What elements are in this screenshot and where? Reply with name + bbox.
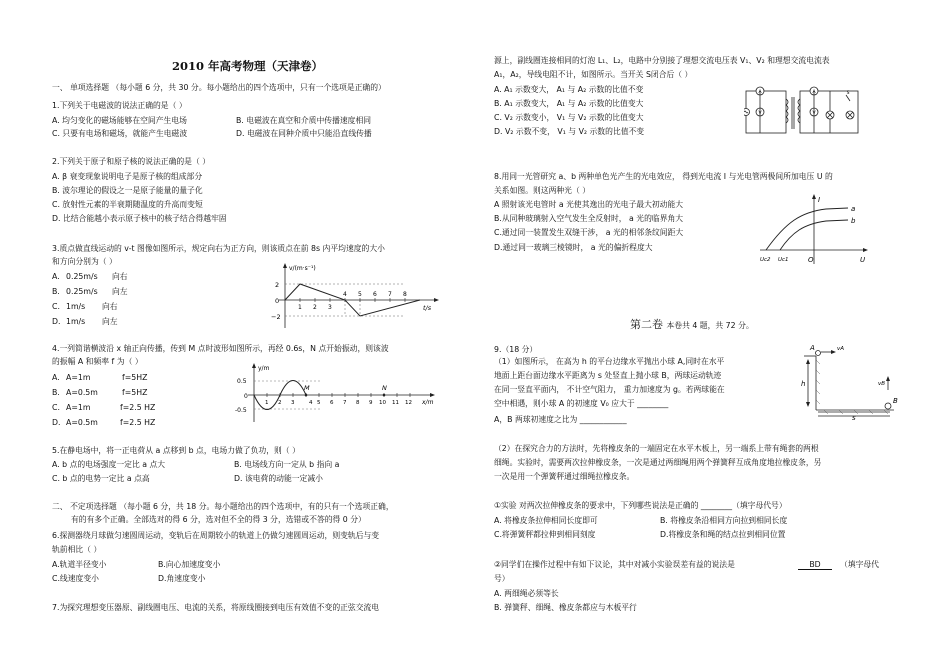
q3-a-dir: 向右	[112, 272, 128, 281]
q8-curve-b: b	[851, 217, 856, 225]
q4-point-n: N	[382, 384, 387, 392]
q4-stem-1: 4.一列简谐横波沿 x 轴正向传播，传到 M 点时波形如图所示，再经 0.6s，N 点开始振动，则该波	[52, 344, 389, 353]
q3-d-value: 1m/s	[66, 317, 86, 326]
q4-option-b	[52, 388, 148, 397]
q3-stem-2: 和方向分别为（ ）	[52, 257, 117, 266]
q7-option-a: A. A₁ 示数变大， A₁ 与 A₂ 示数的比值不变	[494, 85, 644, 94]
q3-x-tick: 3	[328, 304, 332, 311]
q4-a-freq: f=5HZ	[122, 373, 148, 382]
q9-s1-stem: ①实验 对两次拉伸橡皮条的要求中，下列哪些说法是正确的 ________（填字母代号）	[494, 501, 787, 510]
q9-p2-line3: 一次是用一个弹簧秤通过细绳拉橡皮条。	[494, 472, 635, 481]
q9-p1-line2: 地面上距台面边缘水平距离为 s 处竖直上抛小球 B，两球运动轨迹	[494, 371, 722, 380]
q9-p1-line3: 在同一竖直平面内， 不计空气阻力， 重力加速度为 g。若两球能在	[494, 385, 725, 394]
q3-option-a	[52, 272, 128, 281]
q7-option-b: B. A₁ 示数变大， A₁ 与 A₂ 示数的比值变大	[494, 99, 644, 108]
q3-x-tick: 6	[373, 291, 377, 298]
svg-text:S: S	[846, 91, 850, 96]
q4-x-tick: 12	[405, 400, 412, 406]
q4-c-freq: f=2.5 HZ	[120, 403, 156, 412]
q3-b-value: 0.25m/s	[66, 287, 98, 296]
q6-option-a: A.轨道半径变小	[52, 560, 107, 569]
svg-text:A: A	[758, 90, 762, 95]
q4-y-tick: 0	[244, 393, 248, 400]
q4-y-label: y/m	[258, 365, 270, 372]
q3-b-letter: B.	[52, 287, 60, 296]
q1-option-d: D. 电磁波在同种介质中只能沿直线传播	[236, 129, 372, 138]
q3-x-tick: 1	[298, 304, 302, 311]
part2-header-1: 二、 不定项选择题 （每小题 6 分，共 18 分。每小题给出的四个选项中，有的只有一个选项正确，	[52, 502, 394, 511]
q2-option-c: C. 放射性元素的半衰期随温度的升高而变短	[52, 200, 203, 209]
q6-stem-1: 6.探测器绕月球做匀速圆周运动，变轨后在周期较小的轨道上仍做匀速圆周运动，则变轨后与变	[52, 531, 380, 540]
q4-x-tick: 3	[291, 400, 295, 406]
q6-option-d: D.角速度变小	[158, 574, 206, 583]
q4-a-letter: A.	[52, 373, 60, 382]
q9-s2-option-b: B. 弹簧秤、细绳、橡皮条都应与木板平行	[494, 603, 637, 612]
q4-b-freq: f=5HZ	[122, 388, 148, 397]
q9-s2-stem-line	[494, 560, 879, 569]
q4-x-tick: 11	[392, 400, 399, 406]
q4-x-tick: 9	[369, 400, 373, 406]
q4-d-amp: A=0.5m	[66, 418, 98, 427]
q3-d-letter: D.	[52, 317, 61, 326]
q1-stem: 1.下列关于电磁波的说法正确的是（ ）	[52, 101, 187, 110]
q4-point-m: M	[304, 384, 310, 392]
part1-header: 一、 单项选择题 （每小题 6 分，共 30 分。每小题给出的四个选项中，只有一个选项是正确的）	[52, 83, 386, 92]
q3-y-tick-0: 0	[275, 297, 280, 305]
q9-s1-option-a: A. 将橡皮条拉伸相同长度即可	[494, 516, 598, 525]
svg-text:V: V	[812, 111, 816, 116]
svg-text:V: V	[758, 111, 762, 116]
q8-u-label: U	[860, 256, 866, 264]
q4-a-amp: A=1m	[66, 373, 91, 382]
q8-option-c: C.通过同一装置发生双缝干涉， a 光的相邻条纹间距大	[494, 228, 684, 237]
q6-option-c: C.线速度变小	[52, 574, 99, 583]
q5-option-b: B. 电场线方向一定从 b 指向 a	[234, 460, 340, 469]
q2-option-b: B. 波尔理论的假设之一是原子能量的量子化	[52, 186, 203, 195]
q8-option-d: D.通过同一玻璃三棱镜时， a 光的偏折程度大	[494, 243, 653, 252]
q3-vt-graph	[265, 262, 445, 330]
q4-y-tick: 0.5	[237, 378, 247, 385]
q4-x-tick: 2	[278, 400, 282, 406]
svg-text:A: A	[812, 90, 816, 95]
q4-x-label: x/m	[422, 399, 434, 406]
q3-x-tick: 7	[388, 291, 392, 298]
q9-s2-stem: ②同学们在操作过程中有如下议论，其中对减小实验误差有益的说法是	[494, 560, 735, 569]
q9-p1-line4: 空中相遇，则小球 A 的初速度 V₀ 应大于 ________	[494, 399, 669, 408]
q4-option-a	[52, 373, 148, 382]
q3-option-b	[52, 287, 128, 296]
q4-stem-2: 的振幅 A 和频率 f 为（ ）	[52, 357, 143, 366]
q8-option-b: B.从同种玻璃射入空气发生全反射时， a 光的临界角大	[494, 214, 684, 223]
q9-p2-line1: （2）在探究合力的方法时，先将橡皮条的一端固定在水平木板上，另一端系上带有绳套的两根	[494, 444, 819, 453]
q4-b-letter: B.	[52, 388, 60, 397]
q3-y-label: v/(m·s⁻¹)	[289, 265, 316, 272]
q9-s2-answer: BD	[798, 561, 832, 570]
q9-projectile-diagram	[794, 340, 904, 422]
part2-title-line	[630, 319, 754, 330]
q9-s1-option-d: D.将橡皮条和绳的结点拉到相同位置	[660, 530, 786, 539]
q7-option-d: D. V₂ 示数不变， V₁ 与 V₂ 示数的比值不变	[494, 127, 645, 136]
q4-x-tick: 10	[379, 400, 386, 406]
q5-option-d: D. 该电荷的动能一定减小	[234, 474, 323, 483]
q9-s2-line2: 号）	[494, 574, 510, 583]
q9-distance-s: s	[852, 414, 856, 422]
q4-d-letter: D.	[52, 418, 61, 427]
q7-transformer-circuit	[744, 85, 864, 140]
part2-title: 第二卷	[630, 318, 663, 331]
q4-y-tick: -0.5	[235, 407, 247, 414]
q9-ball-b: B	[893, 397, 898, 405]
right-column	[494, 0, 914, 671]
part2-header-2: 有的有多个正确。全部选对的得 6 分，选对但不全的得 3 分，选错或不答的得 0 分）	[71, 515, 366, 524]
q7-option-c: C. V₂ 示数变小， V₁ 与 V₂ 示数的比值变大	[494, 113, 644, 122]
q8-i-label: I	[818, 196, 821, 204]
q3-option-d	[52, 317, 118, 326]
q3-stem-1: 3.质点做直线运动的 v-t 图像如图所示，规定向右为正方向，则该质点在前 8s 内平均速度的大小	[52, 244, 385, 253]
q1-option-a: A. 均匀变化的磁场能够在空间产生电场	[52, 116, 187, 125]
q3-c-letter: C.	[52, 302, 60, 311]
left-column	[40, 0, 480, 671]
q5-option-c: C. b 点的电势一定比 a 点高	[52, 474, 150, 483]
q9-ball-a: A	[810, 344, 815, 352]
q9-va: vA	[837, 346, 845, 352]
q8-option-a: A 照射该光电管时 a 光使其逸出的光电子最大初动能大	[494, 200, 684, 209]
q7-stem-1: 7.为探究理想变压器原、副线圈电压、电流的关系，将原线圈接到电压有效值不变的正弦交流电	[52, 603, 380, 612]
q1-option-c: C. 只要有电场和磁场，就能产生电磁波	[52, 129, 188, 138]
q3-x-tick: 2	[313, 304, 317, 311]
q4-b-amp: A=0.5m	[66, 388, 98, 397]
q3-a-letter: A.	[52, 272, 60, 281]
q3-x-tick: 4	[343, 291, 347, 298]
q3-x-tick: 8	[403, 291, 407, 298]
q3-c-dir: 向右	[102, 302, 118, 311]
q3-b-dir: 向左	[112, 287, 128, 296]
q4-c-amp: A=1m	[66, 403, 91, 412]
q4-x-tick: 7	[343, 400, 347, 406]
q4-wave-graph	[232, 362, 442, 424]
q3-a-value: 0.25m/s	[66, 272, 98, 281]
q5-stem: 5.在静电场中，将一正电荷从 a 点移到 b 点，电场力做了负功，则（ ）	[52, 446, 300, 455]
q4-x-tick: 1	[265, 400, 269, 406]
q7-stem-3: A₁，A₂，导线电阻不计，如图所示。当开关 S闭合后（ ）	[494, 70, 693, 79]
q8-iu-graph	[756, 192, 871, 267]
q3-y-tick-2: 2	[275, 281, 280, 289]
q3-c-value: 1m/s	[66, 302, 86, 311]
q4-c-letter: C.	[52, 403, 60, 412]
q6-option-b: B.向心加速度变小	[158, 560, 221, 569]
q1-option-b: B. 电磁波在真空和介质中传播速度相同	[236, 116, 372, 125]
q4-d-freq: f=2.5 HZ	[120, 418, 156, 427]
q8-uc1: Uc1	[778, 257, 789, 263]
q9-p2-line2: 细绳。实验时，需要两次拉伸橡皮条，一次是通过两细绳用两个弹簧秤互成角度地拉橡皮条，另	[494, 458, 822, 467]
q3-y-tick-neg2: −2	[271, 313, 281, 321]
q6-stem-2: 轨前相比（ ）	[52, 545, 102, 554]
q8-uc2: Uc2	[760, 257, 771, 263]
q2-option-d: D. 比结合能越小表示原子核中的核子结合得越牢固	[52, 214, 227, 223]
q9-height-h: h	[801, 380, 806, 388]
q8-o-label: O	[808, 256, 814, 264]
q9-s2-option-a: A. 两细绳必须等长	[494, 589, 559, 598]
q4-option-d	[52, 418, 156, 427]
q3-d-dir: 向左	[102, 317, 118, 326]
q9-s2-tail: （填字母代	[840, 560, 879, 569]
q9-vb: vB	[878, 381, 886, 387]
q7-stem-2: 源上，副线圈连接相同的灯泡 L₁、L₂，电路中分别接了理想交流电压表 V₁、V₂ 和理想交流电流表	[494, 56, 830, 65]
q9-p1-line5: A，B 两球初速度之比为 ____________	[494, 415, 627, 424]
q8-stem-1: 8.用同一光管研究 a、b 两种单色光产生的光电效应， 得到光电流 I 与光电管两极间所加电压 U 的	[494, 172, 833, 181]
q2-option-a: A. β 衰变现象说明电子是原子核的组成部分	[52, 172, 203, 181]
q2-stem: 2.下列关于原子和原子核的说法正确的是（ ）	[52, 157, 211, 166]
q9-s1-option-c: C.将弹簧秤都拉伸到相同刻度	[494, 530, 596, 539]
q3-x-tick: 5	[358, 291, 362, 298]
q4-option-c	[52, 403, 156, 412]
q4-x-tick: 5	[317, 400, 321, 406]
q3-option-c	[52, 302, 118, 311]
q4-x-tick: 4	[309, 400, 313, 406]
q9-p1-line1: （1）如图所示， 在高为 h 的平台边缘水平抛出小球 A,同时在水平	[494, 357, 725, 366]
q4-x-tick: 6	[330, 400, 334, 406]
q9-s1-option-b: B. 将橡皮条沿相同方向拉到相同长度	[660, 516, 788, 525]
q8-curve-a: a	[851, 205, 856, 213]
q4-x-tick: 8	[356, 400, 360, 406]
q9-header: 9.（18 分）	[494, 345, 538, 354]
part2-note: 本卷共 4 题，共 72 分。	[666, 321, 754, 330]
exam-title: 2010 年高考物理（天津卷）	[172, 59, 324, 73]
q3-x-label: t/s	[423, 304, 432, 312]
q8-stem-2: 关系如图。则这两种光（ ）	[494, 186, 591, 195]
q5-option-a: A. b 点的电场强度一定比 a 点大	[52, 460, 166, 469]
